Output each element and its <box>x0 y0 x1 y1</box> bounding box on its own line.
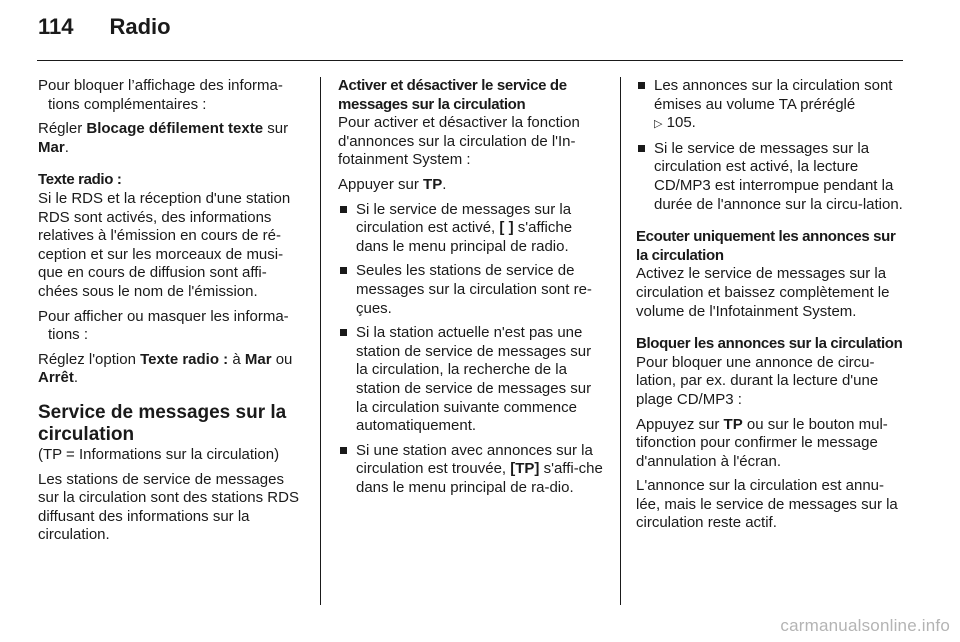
page-ref-arrow-icon: ▷ <box>654 118 663 131</box>
paragraph: Réglez l'option Texte radio : à Mar ou Arrêt. <box>38 350 293 387</box>
page-reference[interactable]: 105. <box>666 114 696 132</box>
bullet-square-icon <box>340 329 347 336</box>
column-1 <box>38 77 306 551</box>
button-name: TP <box>423 175 443 193</box>
column-3 <box>636 77 904 539</box>
subheading: Bloquer les annonces sur la circulation <box>636 335 903 353</box>
list-item: Si une station avec annonces sur la circulation est trouvée, [TP] s'affi-che dans le menu principal de ra-dio. <box>338 442 606 498</box>
paragraph: Pour bloquer l’affichage des informa-tions complémentaires : <box>38 77 283 113</box>
list-item: Si la station actuelle n'est pas une station de service de messages sur la circulation, la recherche de la station de service de messages sur la circulation suivante commence automatiquement. <box>338 324 606 436</box>
paragraph: Les stations de service de messages sur la circulation sont des stations RDS diffusant des informations sur la circulation. <box>38 470 299 544</box>
paragraph: Appuyez sur TP ou sur le bouton mul-tifonction pour confirmer le message d'annulation à l'écran. <box>636 415 888 470</box>
list-item: Les annonces sur la circulation sont émises au volume TA préréglé ▷ 105. <box>636 77 904 134</box>
list-item: Si le service de messages sur la circulation est activé, la lecture CD/MP3 est interrompue pendant la durée de l'annonce sur la circu-lation. <box>636 140 904 214</box>
page-title: Radio <box>109 14 171 39</box>
bullet-square-icon <box>340 206 347 213</box>
list-item: Seules les stations de service de messages sur la circulation sont re-çues. <box>338 262 606 318</box>
paragraph: Pour afficher ou masquer les informa-tions : <box>38 307 289 344</box>
paragraph: Si le RDS et la réception d'une station RDS sont activés, des informations relatives à l'émission en cours de ré-ception et sur les morceaux de musi-que en cours de diffusion sont affi-chées sous le nom de l'émission. <box>38 189 291 300</box>
bullet-square-icon <box>638 82 645 89</box>
paragraph: Régler Blocage défilement texte sur Mar. <box>38 120 289 156</box>
column-2 <box>338 77 606 503</box>
paragraph: Appuyer sur TP. <box>338 175 447 193</box>
setting-value: Mar <box>38 138 65 156</box>
bullet-square-icon <box>340 267 347 274</box>
page-number: 114 <box>38 14 74 39</box>
paragraph: Pour bloquer une annonce de circu-lation, par ex. durant la lecture d'une plage CD/MP3 : <box>636 353 879 408</box>
setting-name: Blocage défilement texte <box>86 120 264 138</box>
bullet-square-icon <box>638 145 645 152</box>
column-divider <box>620 77 621 605</box>
paragraph: Activez le service de messages sur la circulation et baissez complètement le volume de l'Infotainment System. <box>636 265 890 320</box>
section-heading: Service de messages sur la circulation <box>38 401 287 445</box>
subheading: Ecouter uniquement les annonces sur la circulation <box>636 228 896 264</box>
paragraph: (TP = Informations sur la circulation) <box>38 445 280 463</box>
list-item: Si le service de messages sur la circulation est activé, [ ] s'affiche dans le menu principal de radio. <box>338 201 606 257</box>
paragraph: Pour activer et désactiver la fonction d'annonces sur la circulation de l'In-fotainment System : <box>338 114 580 169</box>
bullet-square-icon <box>340 447 347 454</box>
paragraph: L'annonce sur la circulation est annu-lée, mais le service de messages sur la circulation reste actif. <box>636 477 898 532</box>
column-divider <box>320 77 321 605</box>
header-rule <box>37 60 903 61</box>
page-header <box>38 14 171 40</box>
subheading: Activer et désactiver le service de messages sur la circulation <box>338 77 567 113</box>
subheading: Texte radio : <box>38 171 122 189</box>
watermark: carmanualsonline.info <box>780 616 950 635</box>
